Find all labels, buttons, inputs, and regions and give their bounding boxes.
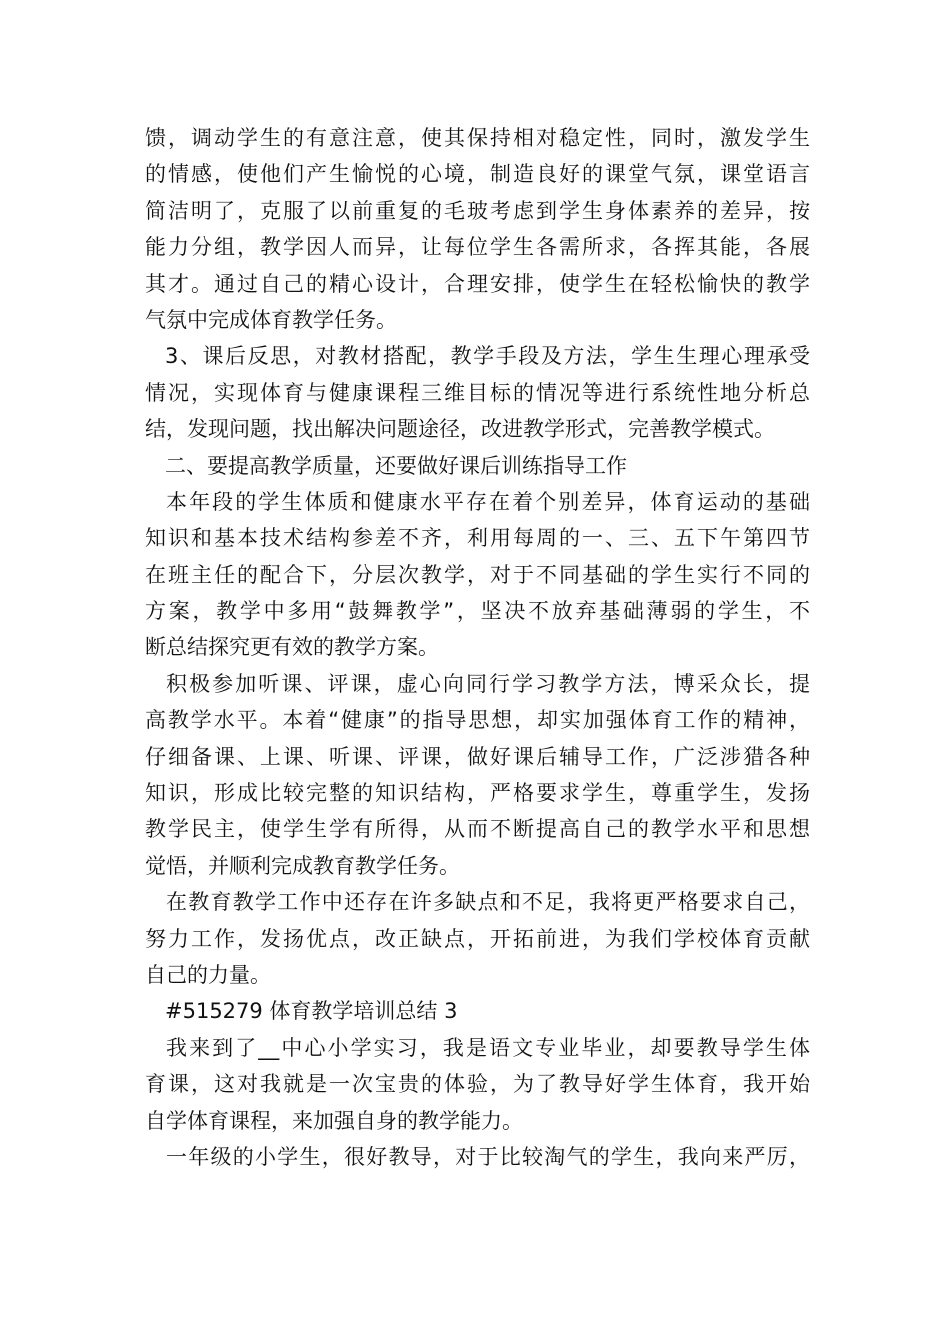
- text-line: 知识和基本技术结构参差不齐，利用每周的一、三、五下午第四节: [145, 526, 810, 551]
- text-line: 方案，教学中多用“鼓舞教学”，坚决不放弃基础薄弱的学生，不: [145, 599, 810, 624]
- document-body: [145, 120, 810, 1175]
- text-line: 在教育教学工作中还存在许多缺点和不足，我将更严格要求自己，: [166, 890, 810, 915]
- text-line: 育课，这对我就是一次宝贵的体验，为了教导好学生体育，我开始: [145, 1072, 810, 1097]
- text-line: 高教学水平。本着“健康”的指导思想，却实加强体育工作的精神，: [145, 708, 810, 733]
- text-line: 其才。通过自己的精心设计，合理安排，使学生在轻松愉快的教学: [145, 271, 810, 296]
- text-line: #515279 体育教学培训总结 3: [165, 999, 458, 1024]
- text-line: 本年段的学生体质和健康水平存在着个别差异，体育运动的基础: [166, 489, 810, 514]
- text-line: 气氛中完成体育教学任务。: [145, 307, 397, 332]
- text-line: 自己的力量。: [145, 962, 271, 987]
- text-line: 知识，形成比较完整的知识结构，严格要求学生，尊重学生，发扬: [145, 781, 810, 806]
- text-line: 二、要提高教学质量，还要做好课后训练指导工作: [165, 453, 627, 478]
- text-line: 觉悟，并顺利完成教育教学任务。: [145, 853, 460, 878]
- text-line: 馈，调动学生的有意注意，使其保持相对稳定性，同时，激发学生: [145, 126, 810, 150]
- text-line: 结，发现问题，找出解决问题途径，改进教学形式，完善教学模式。: [145, 417, 775, 442]
- text-line: 简洁明了，克服了以前重复的毛玻考虑到学生身体素养的差异，按: [145, 198, 810, 223]
- text-line: 3、课后反思，对教材搭配，教学手段及方法，学生生理心理承受: [165, 344, 810, 369]
- text-line: 努力工作，发扬优点，改正缺点，开拓前进，为我们学校体育贡献: [145, 926, 810, 951]
- text-line: 在班主任的配合下，分层次教学，对于不同基础的学生实行不同的: [145, 562, 810, 587]
- text-line: 一年级的小学生，很好教导，对于比较淘气的学生，我向来严厉，: [166, 1144, 810, 1169]
- text-line: 能力分组，教学因人而异，让每位学生各需所求，各挥其能，各展: [145, 235, 810, 260]
- text-line: 自学体育课程，来加强自身的教学能力。: [145, 1108, 523, 1133]
- text-line: 积极参加听课、评课，虚心向同行学习教学方法，博采众长，提: [166, 671, 810, 696]
- text-line: 我来到了__中心小学实习，我是语文专业毕业，却要教导学生体: [166, 1035, 810, 1060]
- text-line: 教学民主，使学生学有所得，从而不断提高自己的教学水平和思想: [145, 817, 810, 842]
- text-line: 断总结探究更有效的教学方案。: [145, 635, 439, 660]
- text-line: 情况，实现体育与健康课程三维目标的情况等进行系统性地分析总: [145, 380, 810, 405]
- text-line: 的情感，使他们产生愉悦的心境，制造良好的课堂气氛，课堂语言: [145, 162, 810, 187]
- text-line: 仔细备课、上课、听课、评课，做好课后辅导工作，广泛涉猎各种: [145, 744, 810, 769]
